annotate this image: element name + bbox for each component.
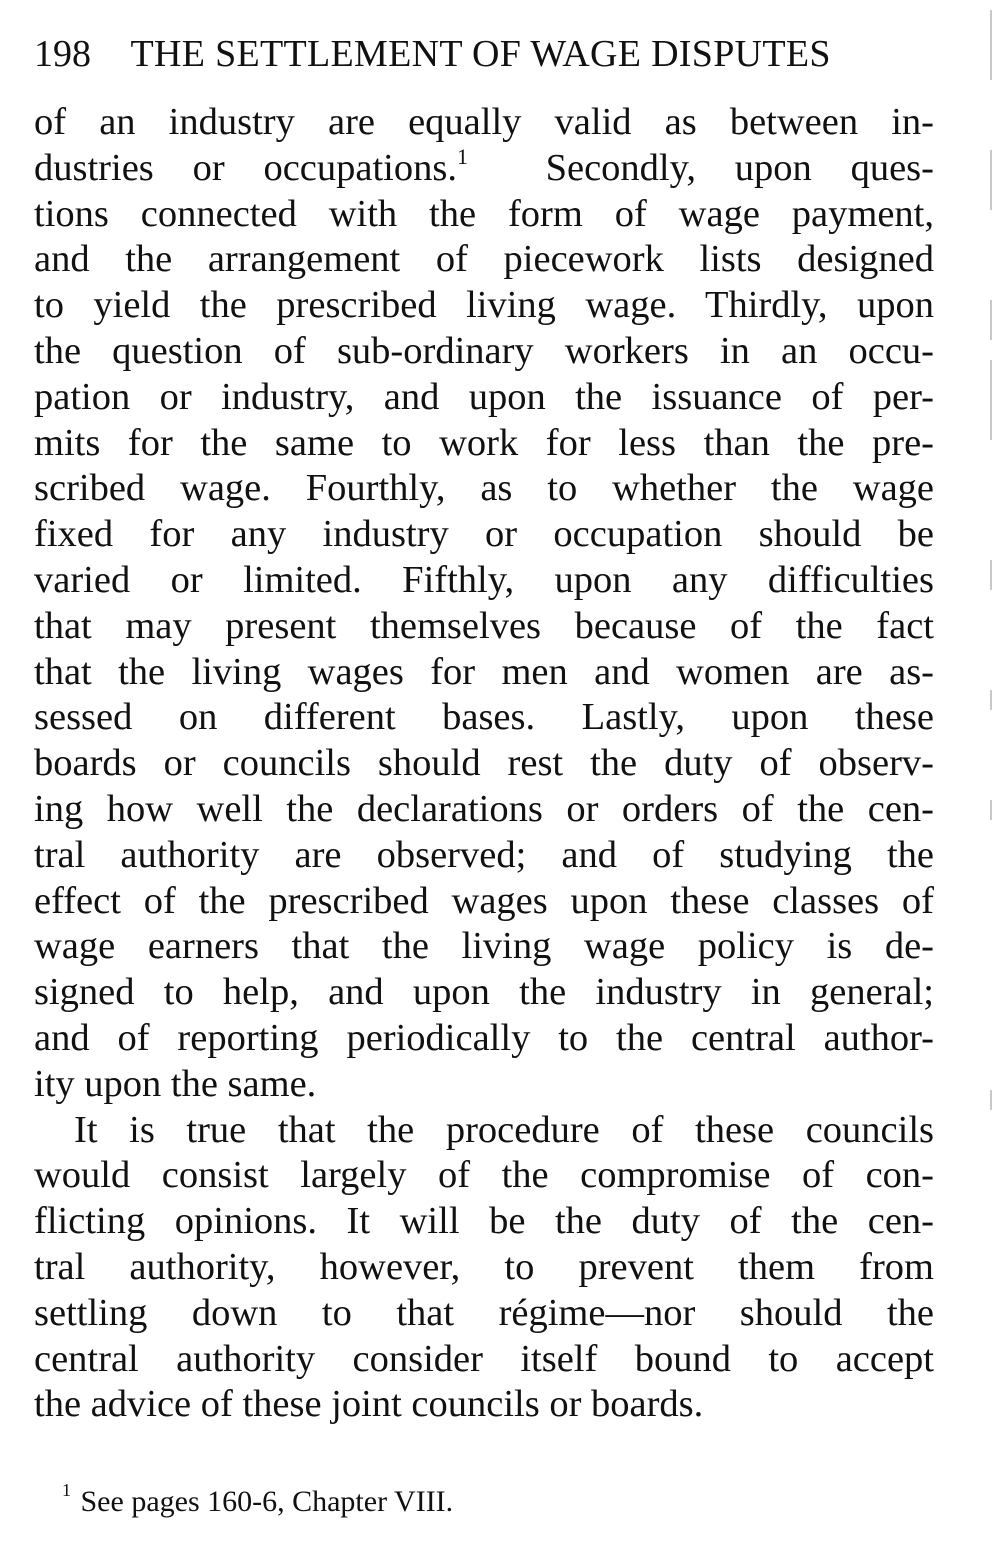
text-line-content: fixed for any industry or occupation should be <box>34 513 934 556</box>
text-line <box>34 558 934 604</box>
text-line-content: scribed wage. Fourthly, as to whether the wage <box>34 467 934 510</box>
text-line-content: would consist largely of the compromise of con- <box>34 1154 934 1197</box>
text-line <box>34 1062 934 1108</box>
body-text <box>34 100 934 1428</box>
text-line-content: tions connected with the form of wage payment, <box>34 192 934 235</box>
text-line <box>34 879 934 925</box>
text-line <box>34 283 934 329</box>
text-line-content: ity upon the same. <box>34 1062 317 1105</box>
text-line <box>34 143 934 192</box>
page-number: 198 <box>34 33 91 75</box>
text-line-content: central authority consider itself bound to accept <box>34 1337 934 1380</box>
text-line-content: that the living wages for men and women are as- <box>34 650 934 693</box>
text-line-continuation: Secondly, upon ques- <box>467 146 934 189</box>
text-line-content: mits for the same to work for less than the pre- <box>34 421 934 464</box>
text-line <box>34 1291 934 1337</box>
scan-edge-marks <box>986 0 1000 1554</box>
text-line <box>34 1108 934 1154</box>
text-line <box>34 924 934 970</box>
text-line <box>34 695 934 741</box>
text-line <box>34 466 934 512</box>
text-line <box>34 1016 934 1062</box>
footnote-reference: 1 <box>456 143 468 169</box>
text-line-content: settling down to that régime—nor should the <box>34 1291 934 1334</box>
text-line <box>34 375 934 421</box>
text-line <box>34 970 934 1016</box>
text-line <box>34 1153 934 1199</box>
text-line-content: boards or councils should rest the duty of observ- <box>34 742 934 785</box>
text-line-content: varied or limited. Fifthly, upon any difficulties <box>34 558 934 601</box>
text-line-content: It is true that the procedure of these councils <box>74 1108 934 1151</box>
text-line-content: tral authority are observed; and of studying the <box>34 833 934 876</box>
footnote <box>62 1480 454 1520</box>
text-line-content: that may present themselves because of the fact <box>34 604 934 647</box>
text-line <box>34 1199 934 1245</box>
text-line <box>34 192 934 238</box>
text-line-content: effect of the prescribed wages upon these classes of <box>34 879 934 922</box>
text-line <box>34 512 934 558</box>
footnote-marker: 1 <box>62 1480 71 1500</box>
text-line-content: and the arrangement of piecework lists designed <box>34 238 934 281</box>
text-line-content: pation or industry, and upon the issuance of per- <box>34 375 934 418</box>
text-line-content: signed to help, and upon the industry in general; <box>34 971 934 1014</box>
text-line <box>34 604 934 650</box>
footnote-text: See pages 160-6, Chapter VIII. <box>80 1485 454 1518</box>
text-line-content: sessed on different bases. Lastly, upon these <box>34 696 934 739</box>
text-line <box>34 833 934 879</box>
text-line-content: ing how well the declarations or orders of the cen- <box>34 787 934 830</box>
running-head <box>34 28 934 80</box>
text-line <box>34 741 934 787</box>
text-line <box>34 329 934 375</box>
text-line-content: the advice of these joint councils or boards. <box>34 1383 704 1426</box>
text-line-content: tral authority, however, to prevent them from <box>34 1245 934 1288</box>
text-line-content: of an industry are equally valid as between in- <box>34 101 934 143</box>
text-line <box>34 1382 934 1428</box>
text-line-content: wage earners that the living wage policy is de- <box>34 925 934 968</box>
text-line-content: to yield the prescribed living wage. Thirdly, upon <box>34 284 934 327</box>
text-line <box>34 1337 934 1383</box>
text-line-content: flicting opinions. It will be the duty of the cen- <box>34 1200 934 1243</box>
text-line <box>34 1245 934 1291</box>
text-line <box>34 100 934 146</box>
text-line <box>34 237 934 283</box>
text-line-content: the question of sub-ordinary workers in an occu- <box>34 329 934 372</box>
text-line-content: and of reporting periodically to the central author- <box>34 1016 934 1059</box>
text-line <box>34 650 934 696</box>
running-title: THE SETTLEMENT OF WAGE DISPUTES <box>130 33 831 75</box>
text-line <box>34 421 934 467</box>
text-line-content: dustries or occupations. <box>34 146 457 189</box>
text-line <box>34 787 934 833</box>
